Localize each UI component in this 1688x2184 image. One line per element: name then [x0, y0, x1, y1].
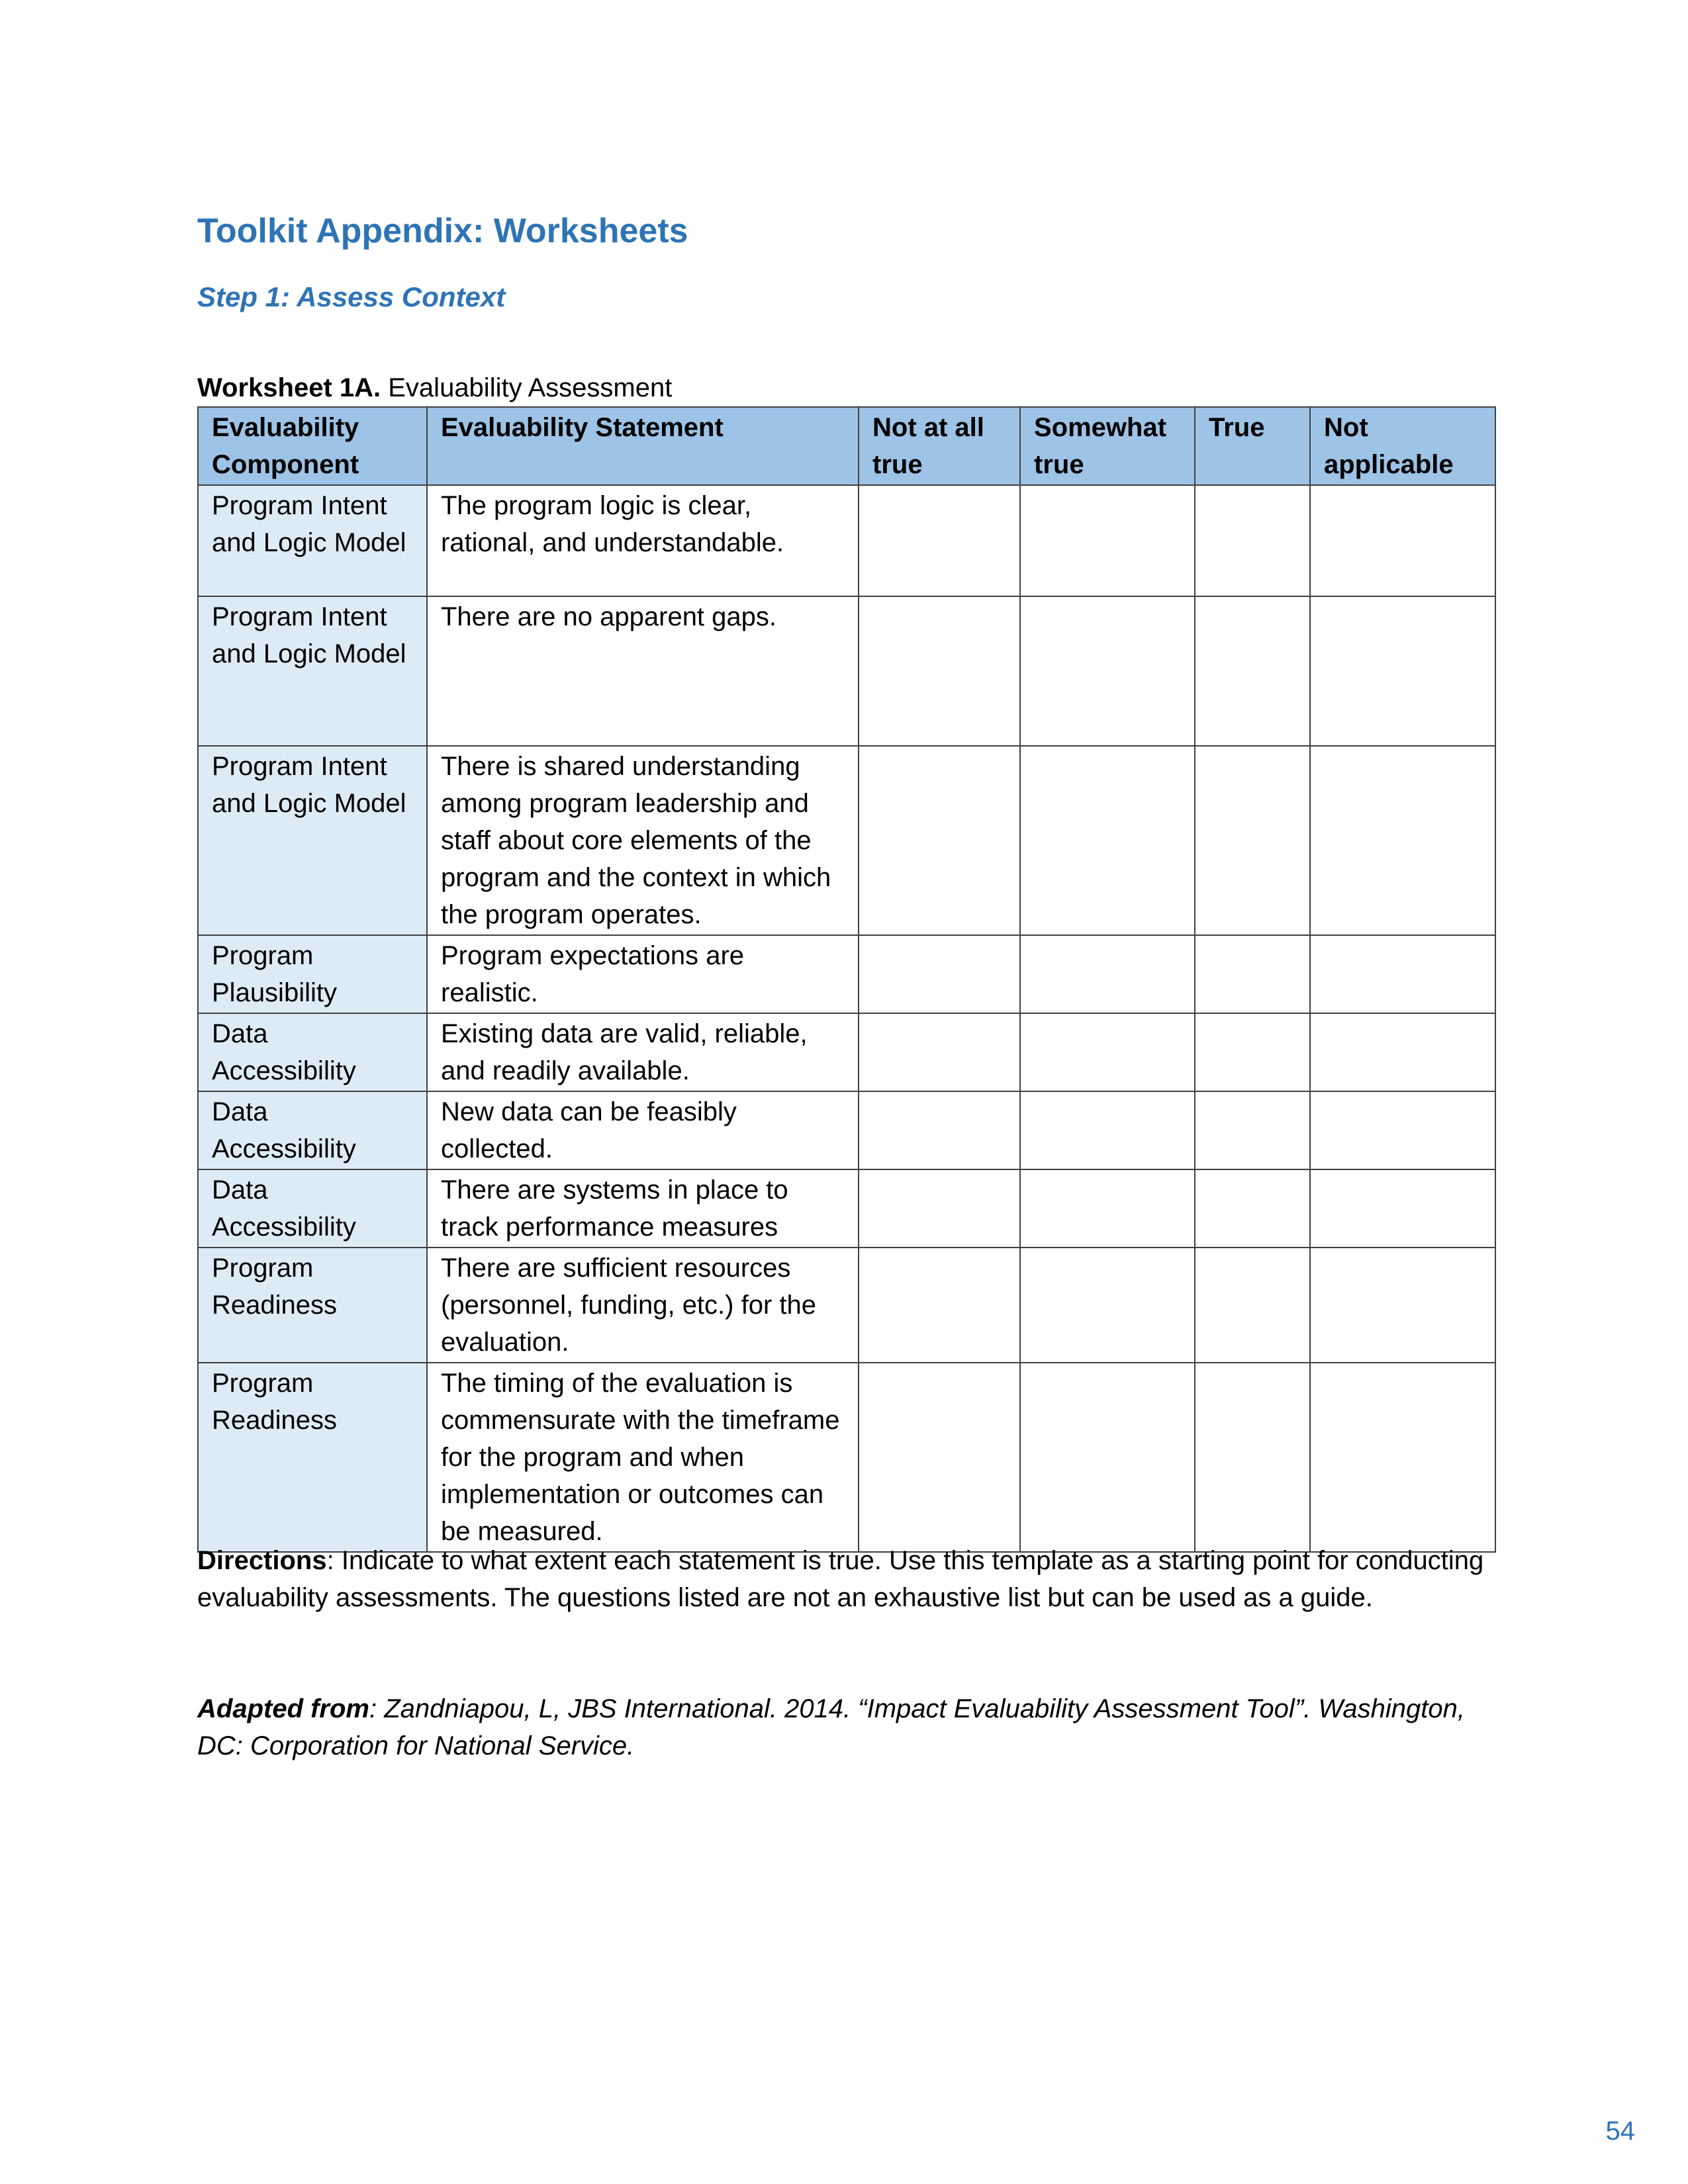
rating-cell-true[interactable]: [1195, 485, 1310, 596]
row-statement: There is shared understanding among program leadership and staff about core elements of the program and the context in which the program operates.: [427, 746, 859, 935]
rating-cell-not-applicable[interactable]: [1310, 485, 1495, 596]
rating-cell-not-applicable[interactable]: [1310, 1363, 1495, 1552]
row-statement: New data can be feasibly collected.: [427, 1091, 859, 1169]
row-statement: Program expectations are realistic.: [427, 935, 859, 1013]
row-component: Data Accessibility: [198, 1091, 427, 1169]
row-statement: The timing of the evaluation is commensurate with the timeframe for the program and when implementation or outcomes can be measured.: [427, 1363, 859, 1552]
rating-cell-true[interactable]: [1195, 935, 1310, 1013]
row-component: Data Accessibility: [198, 1169, 427, 1248]
directions-text: : Indicate to what extent each statement is true. Use this template as a starting point for conducting evaluability assessments. The questions listed are not an exhaustive list but can be used as a guide.: [197, 1546, 1484, 1612]
rating-cell-not-at-all-true[interactable]: [859, 1169, 1020, 1248]
rating-cell-not-applicable[interactable]: [1310, 596, 1495, 746]
page-number: 54: [1605, 2116, 1635, 2146]
rating-cell-not-applicable[interactable]: [1310, 746, 1495, 935]
row-component: Program Readiness: [198, 1248, 427, 1363]
rating-cell-somewhat-true[interactable]: [1020, 746, 1195, 935]
row-component: Program Intent and Logic Model: [198, 596, 427, 746]
table-row: [198, 1091, 1495, 1169]
adapted-from-paragraph: [197, 1690, 1505, 1764]
rating-cell-not-at-all-true[interactable]: [859, 1013, 1020, 1091]
rating-cell-somewhat-true[interactable]: [1020, 935, 1195, 1013]
rating-cell-true[interactable]: [1195, 1091, 1310, 1169]
rating-cell-somewhat-true[interactable]: [1020, 1091, 1195, 1169]
rating-cell-somewhat-true[interactable]: [1020, 485, 1195, 596]
rating-cell-somewhat-true[interactable]: [1020, 1248, 1195, 1363]
adapted-from-text: : Zandniapou, L, JBS International. 2014. “Impact Evaluability Assessment Tool”. Washington, DC: Corporation for National Service.: [197, 1694, 1465, 1760]
adapted-from-label: Adapted from: [197, 1694, 369, 1723]
header-somewhat-true: Somewhat true: [1020, 407, 1195, 485]
table-row: [198, 596, 1495, 746]
row-statement: The program logic is clear, rational, and understandable.: [427, 485, 859, 596]
table-header-row: [198, 407, 1495, 485]
table-row: [198, 1013, 1495, 1091]
row-component: Program Intent and Logic Model: [198, 746, 427, 935]
rating-cell-true[interactable]: [1195, 1363, 1310, 1552]
rating-cell-true[interactable]: [1195, 1169, 1310, 1248]
header-true: True: [1195, 407, 1310, 485]
rating-cell-not-at-all-true[interactable]: [859, 935, 1020, 1013]
rating-cell-not-at-all-true[interactable]: [859, 746, 1020, 935]
row-component: Program Plausibility: [198, 935, 427, 1013]
rating-cell-not-applicable[interactable]: [1310, 1169, 1495, 1248]
rating-cell-not-at-all-true[interactable]: [859, 1091, 1020, 1169]
rating-cell-not-applicable[interactable]: [1310, 1013, 1495, 1091]
rating-cell-not-at-all-true[interactable]: [859, 596, 1020, 746]
worksheet-caption-text: Evaluability Assessment: [381, 373, 673, 402]
row-statement: There are no apparent gaps.: [427, 596, 859, 746]
rating-cell-true[interactable]: [1195, 596, 1310, 746]
worksheet-caption: [197, 372, 672, 404]
table-row: [198, 1248, 1495, 1363]
rating-cell-somewhat-true[interactable]: [1020, 596, 1195, 746]
directions-label: Directions: [197, 1546, 327, 1575]
table-row: [198, 935, 1495, 1013]
row-statement: Existing data are valid, reliable, and readily available.: [427, 1013, 859, 1091]
table-row: [198, 1363, 1495, 1552]
row-component: Program Intent and Logic Model: [198, 485, 427, 596]
header-component: Evaluability Component: [198, 407, 427, 485]
worksheet-caption-label: Worksheet 1A.: [197, 373, 381, 402]
rating-cell-not-at-all-true[interactable]: [859, 485, 1020, 596]
header-not-applicable: Not applicable: [1310, 407, 1495, 485]
rating-cell-not-applicable[interactable]: [1310, 1091, 1495, 1169]
page-title: Toolkit Appendix: Worksheets: [197, 212, 688, 250]
rating-cell-somewhat-true[interactable]: [1020, 1013, 1195, 1091]
row-statement: There are sufficient resources (personnel, funding, etc.) for the evaluation.: [427, 1248, 859, 1363]
rating-cell-not-applicable[interactable]: [1310, 935, 1495, 1013]
rating-cell-not-at-all-true[interactable]: [859, 1248, 1020, 1363]
table-row: [198, 746, 1495, 935]
step-title: Step 1: Assess Context: [197, 281, 506, 312]
table-row: [198, 1169, 1495, 1248]
rating-cell-not-at-all-true[interactable]: [859, 1363, 1020, 1552]
rating-cell-somewhat-true[interactable]: [1020, 1363, 1195, 1552]
row-component: Data Accessibility: [198, 1013, 427, 1091]
evaluability-table: [197, 406, 1496, 1553]
rating-cell-true[interactable]: [1195, 1248, 1310, 1363]
rating-cell-true[interactable]: [1195, 746, 1310, 935]
row-statement: There are systems in place to track performance measures: [427, 1169, 859, 1248]
row-component: Program Readiness: [198, 1363, 427, 1552]
rating-cell-not-applicable[interactable]: [1310, 1248, 1495, 1363]
header-statement: Evaluability Statement: [427, 407, 859, 485]
rating-cell-true[interactable]: [1195, 1013, 1310, 1091]
header-not-at-all-true: Not at all true: [859, 407, 1020, 485]
directions-paragraph: [197, 1542, 1505, 1616]
table-row: [198, 485, 1495, 596]
rating-cell-somewhat-true[interactable]: [1020, 1169, 1195, 1248]
